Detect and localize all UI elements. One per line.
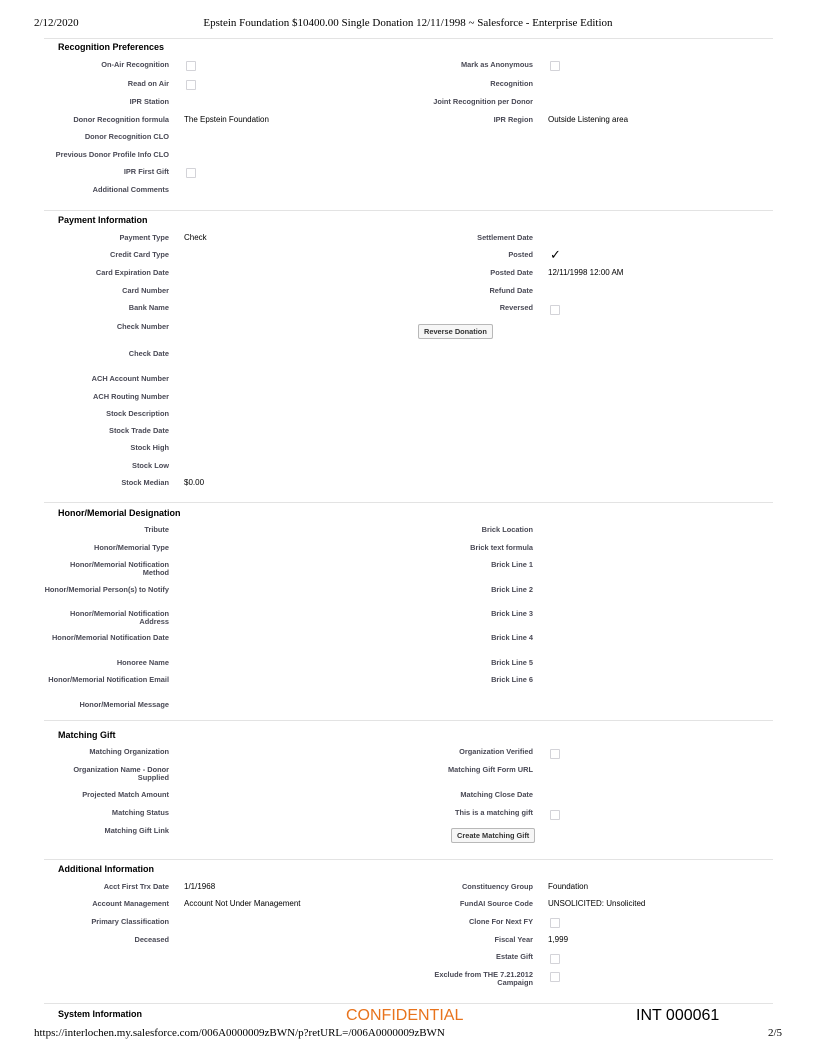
acct-first-trx-date-value: 1/1/1968: [184, 882, 216, 891]
print-url: https://interlochen.my.salesforce.com/006A0000009zBWN/p?retURL=/006A0000009zBWN: [34, 1027, 445, 1039]
settlement-date-label: Settlement Date: [477, 233, 533, 242]
section-divider: [44, 38, 773, 39]
on-air-recognition-label: On-Air Recognition: [101, 60, 169, 69]
bates-number: INT 000061: [636, 1007, 720, 1024]
previous-donor-profile-label: Previous Donor Profile Info CLO: [55, 150, 169, 159]
posted-label: Posted: [508, 250, 533, 259]
stock-median-value: $0.00: [184, 478, 205, 487]
matching-gift-link-label: Matching Gift Link: [104, 826, 169, 835]
brick-line-5-label: Brick Line 5: [491, 658, 533, 667]
section-title: Payment Information: [58, 215, 148, 225]
estate-gift-checkbox[interactable]: [550, 954, 560, 964]
posted-date-label: Posted Date: [490, 268, 533, 277]
refund-date-label: Refund Date: [489, 286, 533, 295]
honor-memorial-message-label: Honor/Memorial Message: [79, 700, 169, 709]
ipr-first-gift-checkbox[interactable]: [186, 168, 196, 178]
reversed-checkbox[interactable]: [550, 305, 560, 315]
read-on-air-checkbox[interactable]: [186, 80, 196, 90]
joint-recognition-label: Joint Recognition per Donor: [433, 97, 533, 106]
page-number: 2/5: [767, 1027, 782, 1039]
stock-median-label: Stock Median: [121, 478, 169, 487]
section-title: Matching Gift: [58, 730, 116, 740]
projected-match-amount-label: Projected Match Amount: [82, 790, 169, 799]
ipr-first-gift-label: IPR First Gift: [123, 167, 169, 176]
read-on-air-label: Read on Air: [127, 79, 169, 88]
section-divider: [44, 1003, 773, 1004]
matching-status-label: Matching Status: [111, 808, 169, 817]
donor-recognition-clo-label: Donor Recognition CLO: [84, 132, 169, 141]
ipr-station-label: IPR Station: [129, 97, 169, 106]
notification-method-label: Honor/Memorial Notification Method: [70, 560, 169, 577]
fiscal-year-value: 1,999: [548, 935, 569, 944]
fundai-source-code-value: UNSOLICITED: Unsolicited: [548, 899, 646, 908]
ach-routing-number-label: ACH Routing Number: [93, 392, 169, 401]
exclude-campaign-label: Exclude from THE 7.21.2012 Campaign: [434, 970, 533, 987]
deceased-label: Deceased: [134, 935, 169, 944]
section-title: Additional Information: [58, 864, 154, 874]
matching-close-date-label: Matching Close Date: [460, 790, 533, 799]
payment-information-section: [44, 210, 773, 502]
notification-address-label: Honor/Memorial Notification Address: [70, 609, 169, 626]
honoree-name-label: Honoree Name: [116, 658, 169, 667]
constituency-group-value: Foundation: [548, 882, 589, 891]
section-divider: [44, 502, 773, 503]
stock-description-label: Stock Description: [106, 409, 169, 418]
tribute-label: Tribute: [144, 525, 169, 534]
section-divider: [44, 720, 773, 721]
organization-verified-checkbox[interactable]: [550, 749, 560, 759]
brick-line-6-label: Brick Line 6: [491, 675, 533, 684]
brick-line-3-label: Brick Line 3: [491, 609, 533, 618]
exclude-campaign-checkbox[interactable]: [550, 972, 560, 982]
reversed-label: Reversed: [499, 303, 533, 312]
print-date: 2/12/2020: [34, 17, 79, 29]
clone-for-next-fy-label: Clone For Next FY: [468, 917, 533, 926]
fundai-source-code-label: FundAI Source Code: [459, 899, 533, 908]
recognition-preferences-section: [44, 38, 773, 210]
primary-classification-label: Primary Classification: [91, 917, 169, 926]
account-management-value: Account Not Under Management: [184, 899, 301, 908]
persons-to-notify-label: Honor/Memorial Person(s) to Notify: [44, 585, 169, 594]
acct-first-trx-date-label: Acct First Trx Date: [103, 882, 169, 891]
section-divider: [44, 859, 773, 860]
organization-verified-label: Organization Verified: [459, 747, 533, 756]
donor-recognition-formula-value: The Epstein Foundation: [184, 115, 269, 124]
notification-date-label: Honor/Memorial Notification Date: [51, 633, 169, 642]
section-title: System Information: [58, 1009, 143, 1019]
estate-gift-label: Estate Gift: [496, 952, 533, 961]
additional-information-section: [44, 859, 773, 1004]
constituency-group-label: Constituency Group: [461, 882, 533, 891]
posted-checkmark-icon: ✓: [550, 247, 561, 262]
mark-as-anonymous-label: Mark as Anonymous: [460, 60, 533, 69]
brick-text-formula-label: Brick text formula: [470, 543, 533, 552]
clone-for-next-fy-checkbox[interactable]: [550, 918, 560, 928]
honor-memorial-type-label: Honor/Memorial Type: [93, 543, 169, 552]
notification-email-label: Honor/Memorial Notification Email: [48, 675, 169, 684]
card-expiration-date-label: Card Expiration Date: [95, 268, 169, 277]
honor-memorial-section: [44, 502, 773, 720]
brick-location-label: Brick Location: [481, 525, 533, 534]
stock-high-label: Stock High: [130, 443, 169, 452]
section-title: Recognition Preferences: [58, 42, 165, 52]
brick-line-4-label: Brick Line 4: [491, 633, 533, 642]
bank-name-label: Bank Name: [128, 303, 169, 312]
is-matching-gift-label: This is a matching gift: [454, 808, 533, 817]
create-matching-gift-button[interactable]: Create Matching Gift: [451, 828, 535, 843]
brick-line-1-label: Brick Line 1: [491, 560, 533, 569]
ach-account-number-label: ACH Account Number: [91, 374, 169, 383]
organization-name-donor-label: Organization Name - Donor Supplied: [73, 765, 169, 782]
credit-card-type-label: Credit Card Type: [110, 250, 169, 259]
matching-gift-form-url-label: Matching Gift Form URL: [448, 765, 533, 774]
confidential-stamp: CONFIDENTIAL: [346, 1007, 464, 1024]
stock-low-label: Stock Low: [132, 461, 169, 470]
matching-organization-label: Matching Organization: [89, 747, 169, 756]
section-title: Honor/Memorial Designation: [58, 508, 181, 518]
mark-as-anonymous-checkbox[interactable]: [550, 61, 560, 71]
recognition-label: Recognition: [490, 79, 533, 88]
brick-line-2-label: Brick Line 2: [491, 585, 533, 594]
card-number-label: Card Number: [122, 286, 169, 295]
is-matching-gift-checkbox[interactable]: [550, 810, 560, 820]
additional-comments-label: Additional Comments: [92, 185, 169, 194]
payment-type-label: Payment Type: [119, 233, 169, 242]
section-divider: [44, 210, 773, 211]
print-title: Epstein Foundation $10400.00 Single Donation 12/11/1998 ~ Salesforce - Enterprise Edition: [203, 17, 613, 29]
check-date-label: Check Date: [128, 349, 169, 358]
account-management-label: Account Management: [92, 899, 169, 908]
payment-type-value: Check: [184, 233, 207, 242]
stock-trade-date-label: Stock Trade Date: [109, 426, 169, 435]
check-number-label: Check Number: [116, 322, 169, 331]
ipr-region-label: IPR Region: [493, 115, 533, 124]
ipr-region-value: Outside Listening area: [548, 115, 629, 124]
donor-recognition-formula-label: Donor Recognition formula: [73, 115, 169, 124]
matching-gift-section: [44, 720, 773, 860]
posted-date-value: 12/11/1998 12:00 AM: [548, 268, 624, 277]
fiscal-year-label: Fiscal Year: [494, 935, 533, 944]
reverse-donation-button[interactable]: Reverse Donation: [418, 324, 493, 339]
on-air-recognition-checkbox[interactable]: [186, 61, 196, 71]
